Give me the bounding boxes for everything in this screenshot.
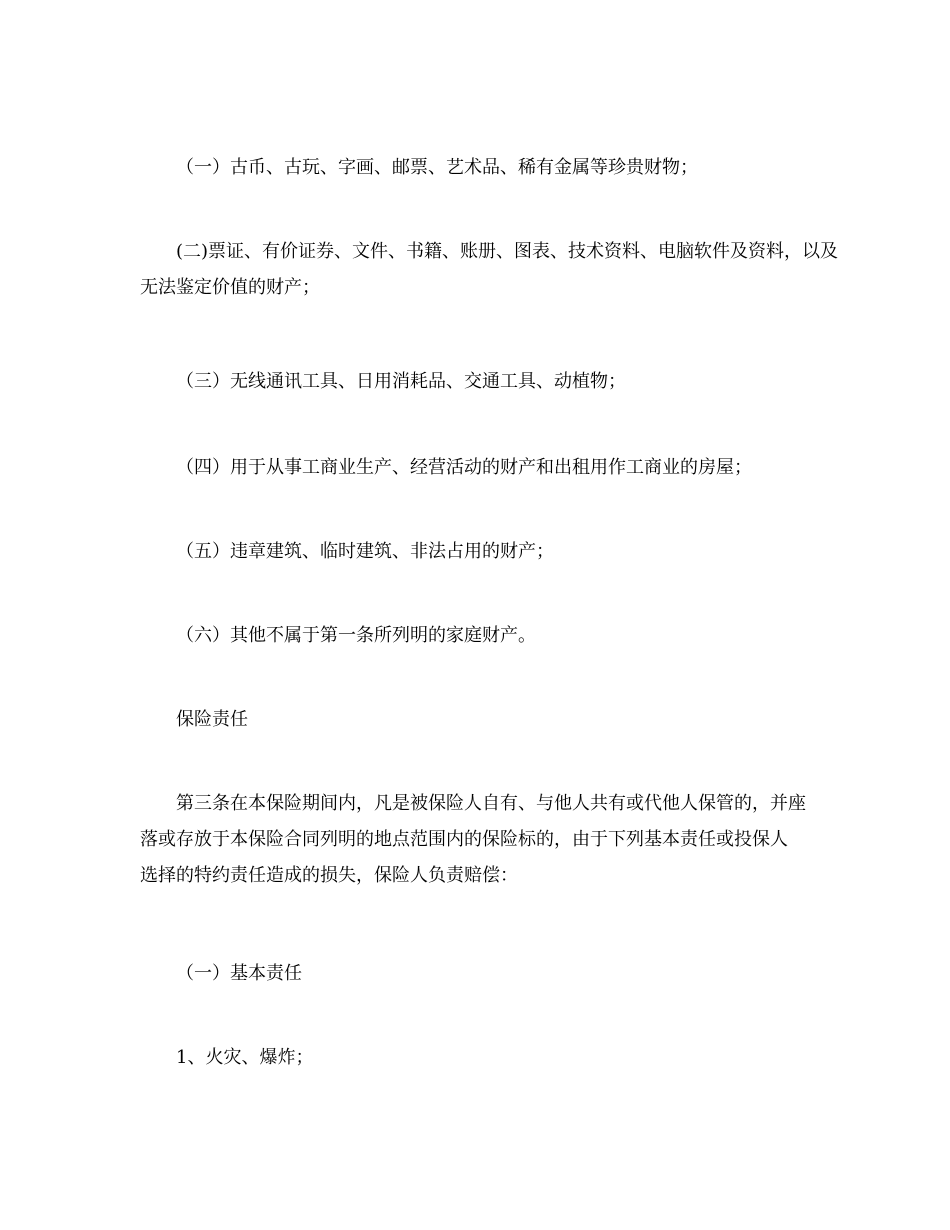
paragraph-line: 无法鉴定价值的财产；: [140, 277, 320, 298]
paragraph-line: （五）违章建筑、临时建筑、非法占用的财产；: [176, 541, 554, 562]
paragraph-line: 选择的特约责任造成的损失，保险人负责赔偿：: [140, 865, 518, 886]
section-heading: [140, 702, 820, 738]
paragraph-line: (二)票证、有价证券、文件、书籍、账册、图表、技术资料、电脑软件及资料，以及: [176, 241, 839, 262]
paragraph-line: 第三条在本保险期间内，凡是被保险人自有、与他人共有或代他人保管的，并座: [176, 793, 806, 814]
paragraph-line: （三）无线通讯工具、日用消耗品、交通工具、动植物；: [176, 371, 626, 392]
article-three: [140, 786, 820, 894]
basic-liability-heading: [140, 956, 820, 992]
exclusion-item-1: [140, 150, 820, 186]
liability-item-1: [140, 1040, 820, 1076]
exclusion-item-4: [140, 450, 820, 486]
exclusion-item-2: [140, 234, 839, 306]
paragraph-line: （六）其他不属于第一条所列明的家庭财产。: [176, 625, 536, 646]
paragraph-line: （一）基本责任: [176, 963, 302, 984]
paragraph-line: （四）用于从事工商业生产、经营活动的财产和出租用作工商业的房屋；: [176, 457, 752, 478]
paragraph-line: 保险责任: [176, 709, 248, 730]
paragraph-line: 落或存放于本保险合同列明的地点范围内的保险标的，由于下列基本责任或投保人: [140, 829, 788, 850]
exclusion-item-6: [140, 618, 820, 654]
exclusion-item-5: [140, 534, 820, 570]
paragraph-line: （一）古币、古玩、字画、邮票、艺术品、稀有金属等珍贵财物；: [176, 157, 698, 178]
paragraph-line: 1、火灾、爆炸；: [176, 1047, 314, 1068]
exclusion-item-3: [140, 364, 820, 400]
